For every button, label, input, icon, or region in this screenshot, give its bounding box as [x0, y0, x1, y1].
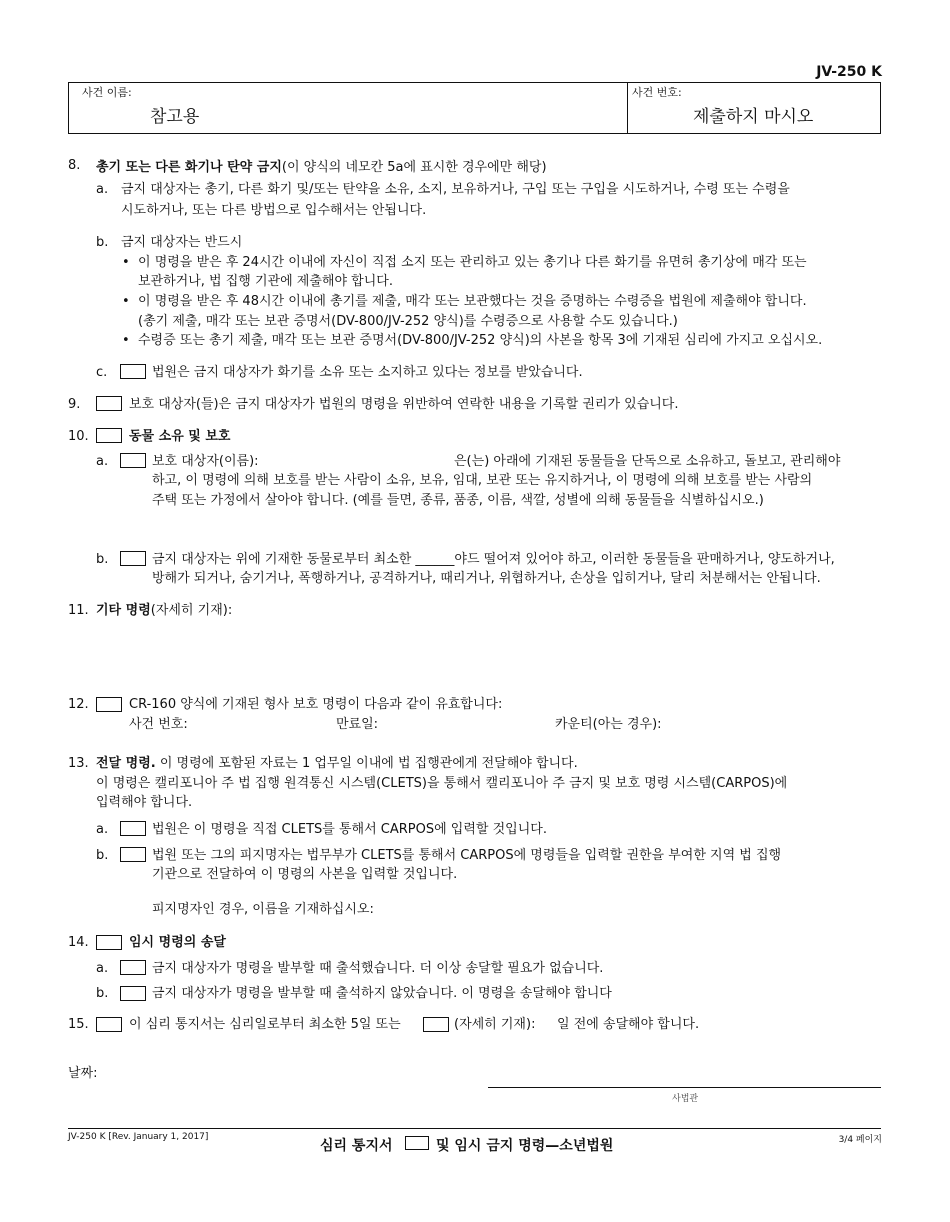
- form-code: JV-250 K: [816, 64, 882, 80]
- item-15-number: 15.: [68, 1017, 89, 1032]
- item-13b-line3: 피지명자인 경우, 이름을 기재하십시오:: [152, 902, 374, 917]
- item-10b-checkbox[interactable]: [120, 551, 146, 566]
- item-10a-line3: 주택 또는 가정에서 살아야 합니다. (예를 들면, 종류, 품종, 이름, 색깔, 성별에 의해 동물들을 식별하십시오.): [152, 493, 764, 508]
- item-13b-letter: b.: [96, 848, 109, 863]
- item-9-text: 보호 대상자(들)은 금지 대상자가 법원의 명령을 위반하여 연락한 내용을 기록할 권리가 있습니다.: [129, 397, 679, 412]
- item-14b-text: 금지 대상자가 명령을 발부할 때 출석하지 않았습니다. 이 명령을 송달해야 합니다: [152, 986, 612, 1001]
- item-11-heading: [96, 603, 232, 619]
- bullet-icon: •: [122, 294, 130, 309]
- item-12-county: 카운티(아는 경우):: [555, 717, 662, 732]
- bullet-icon: •: [122, 255, 130, 270]
- item-9-number: 9.: [68, 397, 81, 412]
- item-11-number: 11.: [68, 603, 89, 618]
- item-13-line2: 이 명령은 캘리포니아 주 법 집행 원격통신 시스템(CLETS)을 통해서 캘리포니아 주 금지 및 보호 명령 시스템(CARPOS)에: [96, 776, 788, 791]
- item-12-number: 12.: [68, 697, 89, 712]
- item-8-number: 8.: [68, 158, 81, 173]
- item-10a-line1: 은(는) 아래에 기재된 동물들을 단독으로 소유하고, 돌보고, 관리해야: [454, 454, 841, 469]
- item-10b-letter: b.: [96, 552, 109, 567]
- item-8a-letter: a.: [96, 182, 109, 197]
- item-14b-letter: b.: [96, 986, 109, 1001]
- item-13-line1: [96, 756, 578, 772]
- judge-label: 사법관: [672, 1094, 699, 1104]
- item-14-number: 14.: [68, 935, 89, 950]
- item-8a-line1: 금지 대상자는 총기, 다른 화기 및/또는 탄약을 소유, 소지, 보유하거나, 구입 또는 구입을 시도하거나, 수령 또는 수령을: [121, 182, 790, 197]
- footer-title-part1: 심리 통지서: [320, 1138, 393, 1154]
- item-8b-bullet1-line1: 이 명령을 받은 후 24시간 이내에 자신이 직접 소지 또는 관리하고 있는 총기나 다른 화기를 유면허 총기상에 매각 또는: [138, 255, 807, 270]
- item-12-case-number: 사건 번호:: [129, 717, 188, 732]
- item-12-text: CR-160 양식에 기재된 형사 보호 명령이 다음과 같이 유효합니다:: [129, 697, 503, 712]
- item-15-text: 이 심리 통지서는 심리일로부터 최소한 5일 또는: [129, 1017, 401, 1032]
- item-13a-text: 법원은 이 명령을 직접 CLETS를 통해서 CARPOS에 입력할 것입니다.: [152, 822, 547, 837]
- item-10b-line2: 방해가 되거나, 숨기거나, 폭행하거나, 공격하거나, 때리거나, 위협하거나, 손상을 입히거나, 달리 처분해서는 안됩니다.: [152, 571, 821, 586]
- item-8c-letter: c.: [96, 365, 108, 380]
- item-13-title: 전달 명령.: [96, 756, 156, 771]
- item-14a-text: 금지 대상자가 명령을 발부할 때 출석했습니다. 더 이상 송달할 필요가 없습니다.: [152, 961, 604, 976]
- case-name-value[interactable]: 참고용: [150, 107, 200, 127]
- item-15-checkbox[interactable]: [96, 1017, 122, 1032]
- item-8c-checkbox[interactable]: [120, 364, 146, 379]
- item-8-title: 총기 또는 다른 화기나 탄약 금지: [96, 160, 282, 175]
- item-15-other-checkbox[interactable]: [423, 1017, 449, 1032]
- item-8b-bullet1-line2: 보관하거나, 법 집행 기관에 제출해야 합니다.: [138, 274, 393, 289]
- item-14-title: 임시 명령의 송달: [129, 935, 226, 950]
- item-11-title: 기타 명령: [96, 603, 151, 618]
- item-10-title: 동물 소유 및 보호: [129, 429, 231, 444]
- item-10a-line2: 하고, 이 명령에 의해 보호를 받는 사람이 소유, 보유, 임대, 보관 또는 유지하거나, 이 명령에 의해 보호를 받는 사람의: [152, 473, 813, 488]
- footer-rule: [68, 1128, 881, 1129]
- item-13a-letter: a.: [96, 822, 109, 837]
- item-13-line3: 입력해야 합니다.: [96, 795, 193, 810]
- footer-form-rev: JV-250 K [Rev. January 1, 2017]: [68, 1132, 209, 1142]
- item-8-heading: [96, 160, 547, 176]
- case-number-label: 사건 번호:: [632, 86, 682, 99]
- item-8-note: (이 양식의 네모칸 5a에 표시한 경우에만 해당): [281, 160, 547, 175]
- bullet-icon: •: [122, 333, 130, 348]
- item-13-line1-text: 이 명령에 포함된 자료는 1 업무일 이내에 법 집행관에게 전달해야 합니다.: [159, 756, 578, 771]
- item-14a-letter: a.: [96, 961, 109, 976]
- item-13b-line2: 기관으로 전달하여 이 명령의 사본을 입력할 것입니다.: [152, 867, 458, 882]
- item-10a-letter: a.: [96, 454, 109, 469]
- footer-title-checkbox[interactable]: [405, 1136, 429, 1150]
- case-name-label: 사건 이름:: [82, 86, 132, 99]
- item-13b-line1: 법원 또는 그의 피지명자는 법무부가 CLETS를 통해서 CARPOS에 명령들을 입력할 권한을 부여한 지역 법 집행: [152, 848, 782, 863]
- item-14b-checkbox[interactable]: [120, 986, 146, 1001]
- item-13b-checkbox[interactable]: [120, 847, 146, 862]
- item-8c-text: 법원은 금지 대상자가 화기를 소유 또는 소지하고 있다는 정보를 받았습니다.: [152, 365, 583, 380]
- item-12-expiry: 만료일:: [336, 717, 379, 732]
- item-9-checkbox[interactable]: [96, 396, 122, 411]
- item-10-number: 10.: [68, 429, 89, 444]
- item-8a-line2: 시도하거나, 또는 다른 방법으로 입수해서는 안됩니다.: [121, 203, 427, 218]
- item-11-note: (자세히 기재):: [150, 603, 233, 618]
- item-15-text2: (자세히 기재):: [454, 1017, 536, 1032]
- item-8b-letter: b.: [96, 235, 109, 250]
- case-number-value[interactable]: 제출하지 마시오: [693, 107, 814, 127]
- item-14a-checkbox[interactable]: [120, 960, 146, 975]
- item-10a-checkbox[interactable]: [120, 453, 146, 468]
- item-10-checkbox[interactable]: [96, 428, 122, 443]
- item-13a-checkbox[interactable]: [120, 821, 146, 836]
- item-10b-line1: 금지 대상자는 위에 기재한 동물로부터 최소한 ______야드 떨어져 있어야 하고, 이러한 동물들을 판매하거나, 양도하거나,: [152, 552, 835, 567]
- date-label: 날짜:: [68, 1066, 98, 1081]
- item-8b-intro: 금지 대상자는 반드시: [121, 235, 243, 250]
- item-13-number: 13.: [68, 756, 89, 771]
- item-8b-bullet2-line2: (총기 제출, 매각 또는 보관 증명서(DV-800/JV-252 양식)를 수령증으로 사용할 수도 있습니다.): [138, 314, 678, 329]
- item-15-text3: 일 전에 송달해야 합니다.: [557, 1017, 700, 1032]
- footer-page: 3/4 페이지: [838, 1135, 882, 1145]
- header-divider: [627, 83, 628, 133]
- item-14-checkbox[interactable]: [96, 935, 122, 950]
- item-12-checkbox[interactable]: [96, 697, 122, 712]
- signature-line[interactable]: [488, 1087, 881, 1088]
- item-8b-bullet3: 수령증 또는 총기 제출, 매각 또는 보관 증명서(DV-800/JV-252 양식)의 사본을 항목 3에 기재된 심리에 가지고 오십시오.: [138, 333, 823, 348]
- item-8b-bullet2-line1: 이 명령을 받은 후 48시간 이내에 총기를 제출, 매각 또는 보관했다는 것을 증명하는 수령증을 법원에 제출해야 합니다.: [138, 294, 807, 309]
- item-10a-label: 보호 대상자(이름):: [152, 454, 259, 469]
- footer-title-part2: 및 임시 금지 명령—소년법원: [436, 1138, 614, 1154]
